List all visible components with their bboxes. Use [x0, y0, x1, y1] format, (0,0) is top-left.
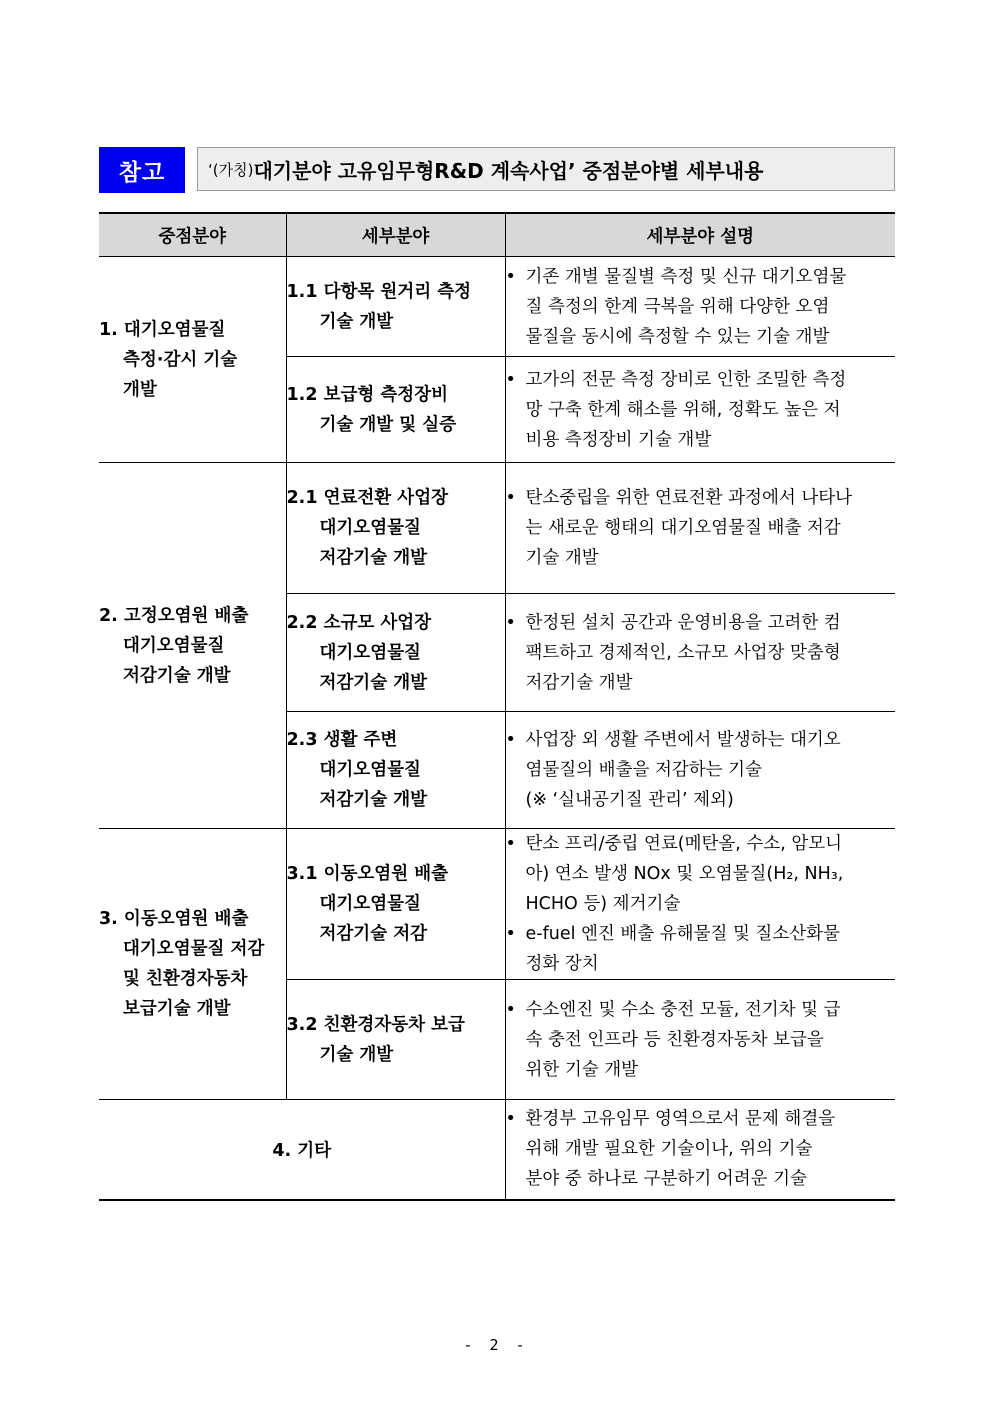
description-1-2: • 고가의 전문 측정 장비로 인한 조밀한 측정 망 구축 한계 해소를 위해, 정확도 높은 저 비용 측정장비 기술 개발 — [505, 357, 895, 463]
title-main: 대기분야 고유임무형R&D 계속사업’ 중점분야별 세부내용 — [253, 158, 764, 183]
description-2-3: • 사업장 외 생활 주변에서 발생하는 대기오 염물질의 배출을 저감하는 기술 (※ ‘실내공기질 관리’ 제외) — [505, 712, 895, 829]
table-row — [99, 257, 895, 357]
sub-area-1-2: 1.2 보급형 측정장비 기술 개발 및 실증 — [286, 357, 505, 463]
sub-area-3-1: 3.1 이동오염원 배출 대기오염물질 저감기술 저감 — [286, 829, 505, 980]
table-row — [99, 829, 895, 980]
sub-area-1-1: 1.1 다항목 원거리 측정 기술 개발 — [286, 257, 505, 357]
description-other: • 환경부 고유임무 영역으로서 문제 해결을 위해 개발 필요한 기술이나, 위의 기술 분야 중 하나로 구분하기 어려운 기술 — [505, 1100, 895, 1200]
document-title — [197, 147, 895, 191]
column-header-focus-area: 중점분야 — [99, 213, 286, 257]
sub-area-3-2: 3.2 친환경자동차 보급 기술 개발 — [286, 980, 505, 1100]
focus-area-table — [99, 212, 895, 1201]
table-header-row — [99, 213, 895, 257]
sub-area-2-1: 2.1 연료전환 사업장 대기오염물질 저감기술 개발 — [286, 463, 505, 594]
sub-area-2-2: 2.2 소규모 사업장 대기오염물질 저감기술 개발 — [286, 594, 505, 712]
column-header-sub-area: 세부분야 — [286, 213, 505, 257]
table-row — [99, 463, 895, 594]
title-prefix: ‘(가칭) — [208, 160, 254, 179]
page-number: - 2 - — [463, 1336, 529, 1354]
description-3-2: • 수소엔진 및 수소 충전 모듈, 전기차 및 급 속 충전 인프라 등 친환경자동차 보급을 위한 기술 개발 — [505, 980, 895, 1100]
focus-area-other: 4. 기타 — [99, 1100, 505, 1200]
description-2-1: • 탄소중립을 위한 연료전환 과정에서 나타나 는 새로운 행태의 대기오염물질 배출 저감 기술 개발 — [505, 463, 895, 594]
focus-area-2: 2. 고정오염원 배출 대기오염물질 저감기술 개발 — [99, 463, 286, 829]
description-2-2: • 한정된 설치 공간과 운영비용을 고려한 컴 팩트하고 경제적인, 소규모 사업장 맞춤형 저감기술 개발 — [505, 594, 895, 712]
focus-area-1: 1. 대기오염물질 측정·감시 기술 개발 — [99, 257, 286, 463]
focus-area-3: 3. 이동오염원 배출 대기오염물질 저감 및 친환경자동차 보급기술 개발 — [99, 829, 286, 1100]
column-header-description: 세부분야 설명 — [505, 213, 895, 257]
reference-badge: 참고 — [99, 147, 185, 193]
table-row — [99, 1100, 895, 1200]
sub-area-2-3: 2.3 생활 주변 대기오염물질 저감기술 개발 — [286, 712, 505, 829]
exclusion-note: (※ ‘실내공기질 관리’ 제외) — [525, 790, 734, 810]
reference-header — [99, 147, 895, 193]
description-3-1: • 탄소 프리/중립 연료(메탄올, 수소, 암모니 아) 연소 발생 NOx 및 오염물질(H₂, NH₃, HCHO 등) 제거기술 • e-fuel 엔진 배출 유해물질 및 질소산화물 정화 장치 — [505, 829, 895, 980]
description-1-1: • 기존 개별 물질별 측정 및 신규 대기오염물 질 측정의 한계 극복을 위해 다양한 오염 물질을 동시에 측정할 수 있는 기술 개발 — [505, 257, 895, 357]
